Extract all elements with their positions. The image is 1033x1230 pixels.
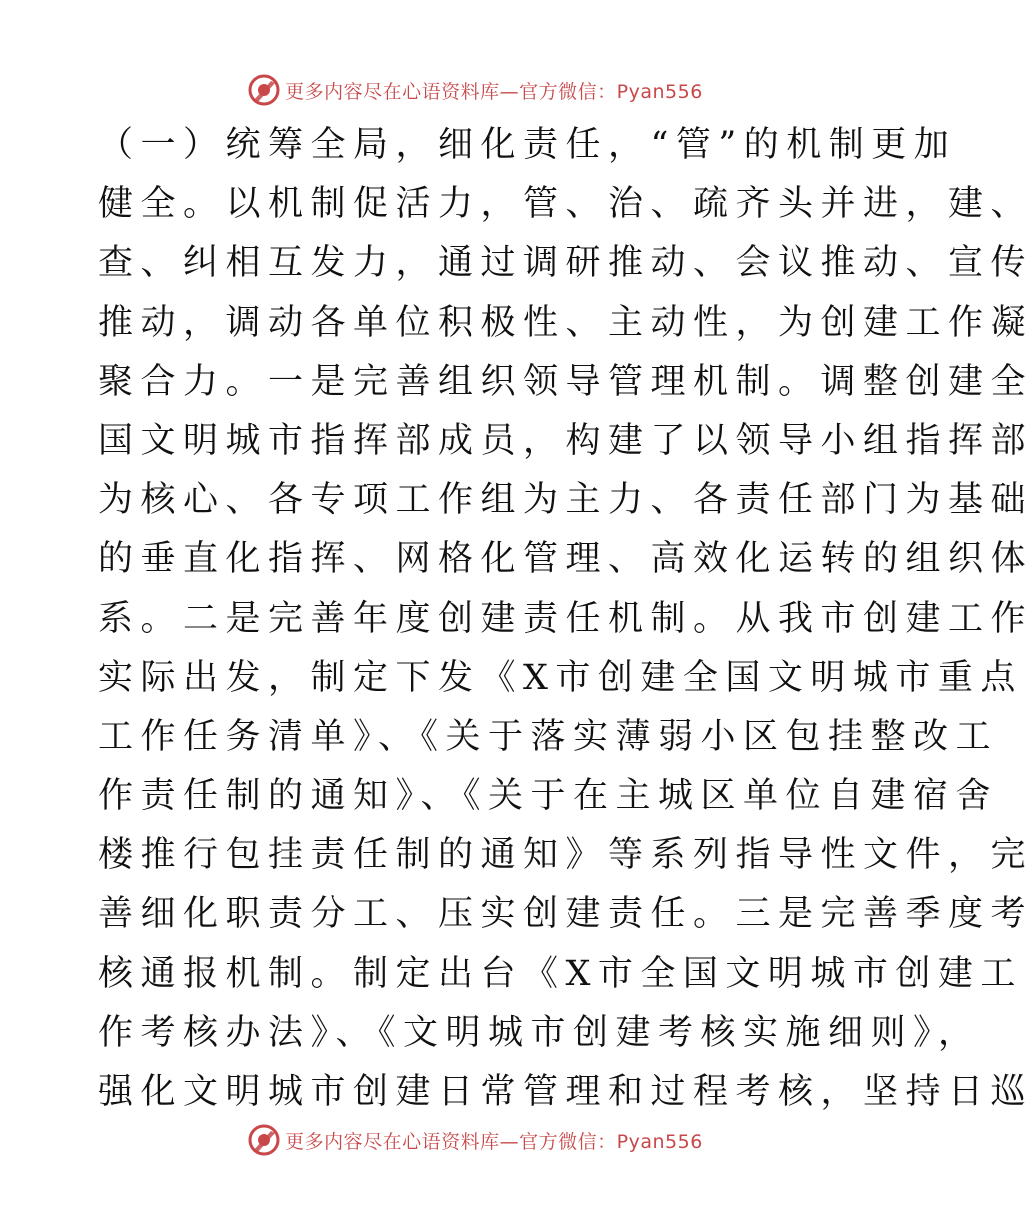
paragraph-line: 作责任制的通知》、《关于在主城区单位自建宿舍	[98, 776, 999, 817]
paragraph-line: 为核心、各专项工作组为主力、各责任部门为基础	[98, 480, 1033, 521]
watermark-logo-icon	[247, 73, 281, 107]
watermark-text: 更多内容尽在心语资料库—官方微信：Pyan556	[285, 1130, 703, 1153]
paragraph-line: 健全。以机制促活力，管、治、疏齐头并进，建、	[98, 184, 1033, 225]
paragraph-line: 实际出发，制定下发《X市创建全国文明城市重点	[98, 657, 1023, 698]
paragraph-line: 强化文明城市创建日常管理和过程考核，坚持日巡	[98, 1072, 1033, 1112]
paragraph-line: 善细化职责分工、压实创建责任。三是完善季度考	[98, 894, 1033, 935]
watermark-text: 更多内容尽在心语资料库—官方微信：Pyan556	[285, 80, 703, 103]
paragraph-line: 推动，调动各单位积极性、主动性，为创建工作凝	[98, 302, 1033, 343]
footer-watermark	[0, 1120, 950, 1160]
paragraph-line: 的垂直化指挥、网格化管理、高效化运转的组织体	[98, 539, 1033, 580]
document-paragraph	[98, 116, 1033, 1122]
paragraph-line: 楼推行包挂责任制的通知》等系列指导性文件，完	[98, 835, 1033, 876]
paragraph-line: 系。二是完善年度创建责任机制。从我市创建工作	[98, 598, 1033, 639]
paragraph-line: （一）统筹全局，细化责任，“管”的机制更加	[98, 125, 957, 165]
paragraph-line: 国文明城市指挥部成员，构建了以领导小组指挥部	[98, 420, 1033, 461]
paragraph-line: 聚合力。一是完善组织领导管理机制。调整创建全	[98, 361, 1033, 402]
header-watermark	[0, 70, 950, 110]
paragraph-line: 工作任务清单》、《关于落实薄弱小区包挂整改工	[98, 716, 999, 757]
paragraph-line: 核通报机制。制定出台《X市全国文明城市创建工	[98, 953, 1023, 994]
paragraph-line: 作考核办法》、《文明城市创建考核实施细则》，	[98, 1012, 981, 1053]
paragraph-line: 查、纠相互发力，通过调研推动、会议推动、宣传	[98, 243, 1033, 284]
watermark-logo-icon	[247, 1123, 281, 1157]
